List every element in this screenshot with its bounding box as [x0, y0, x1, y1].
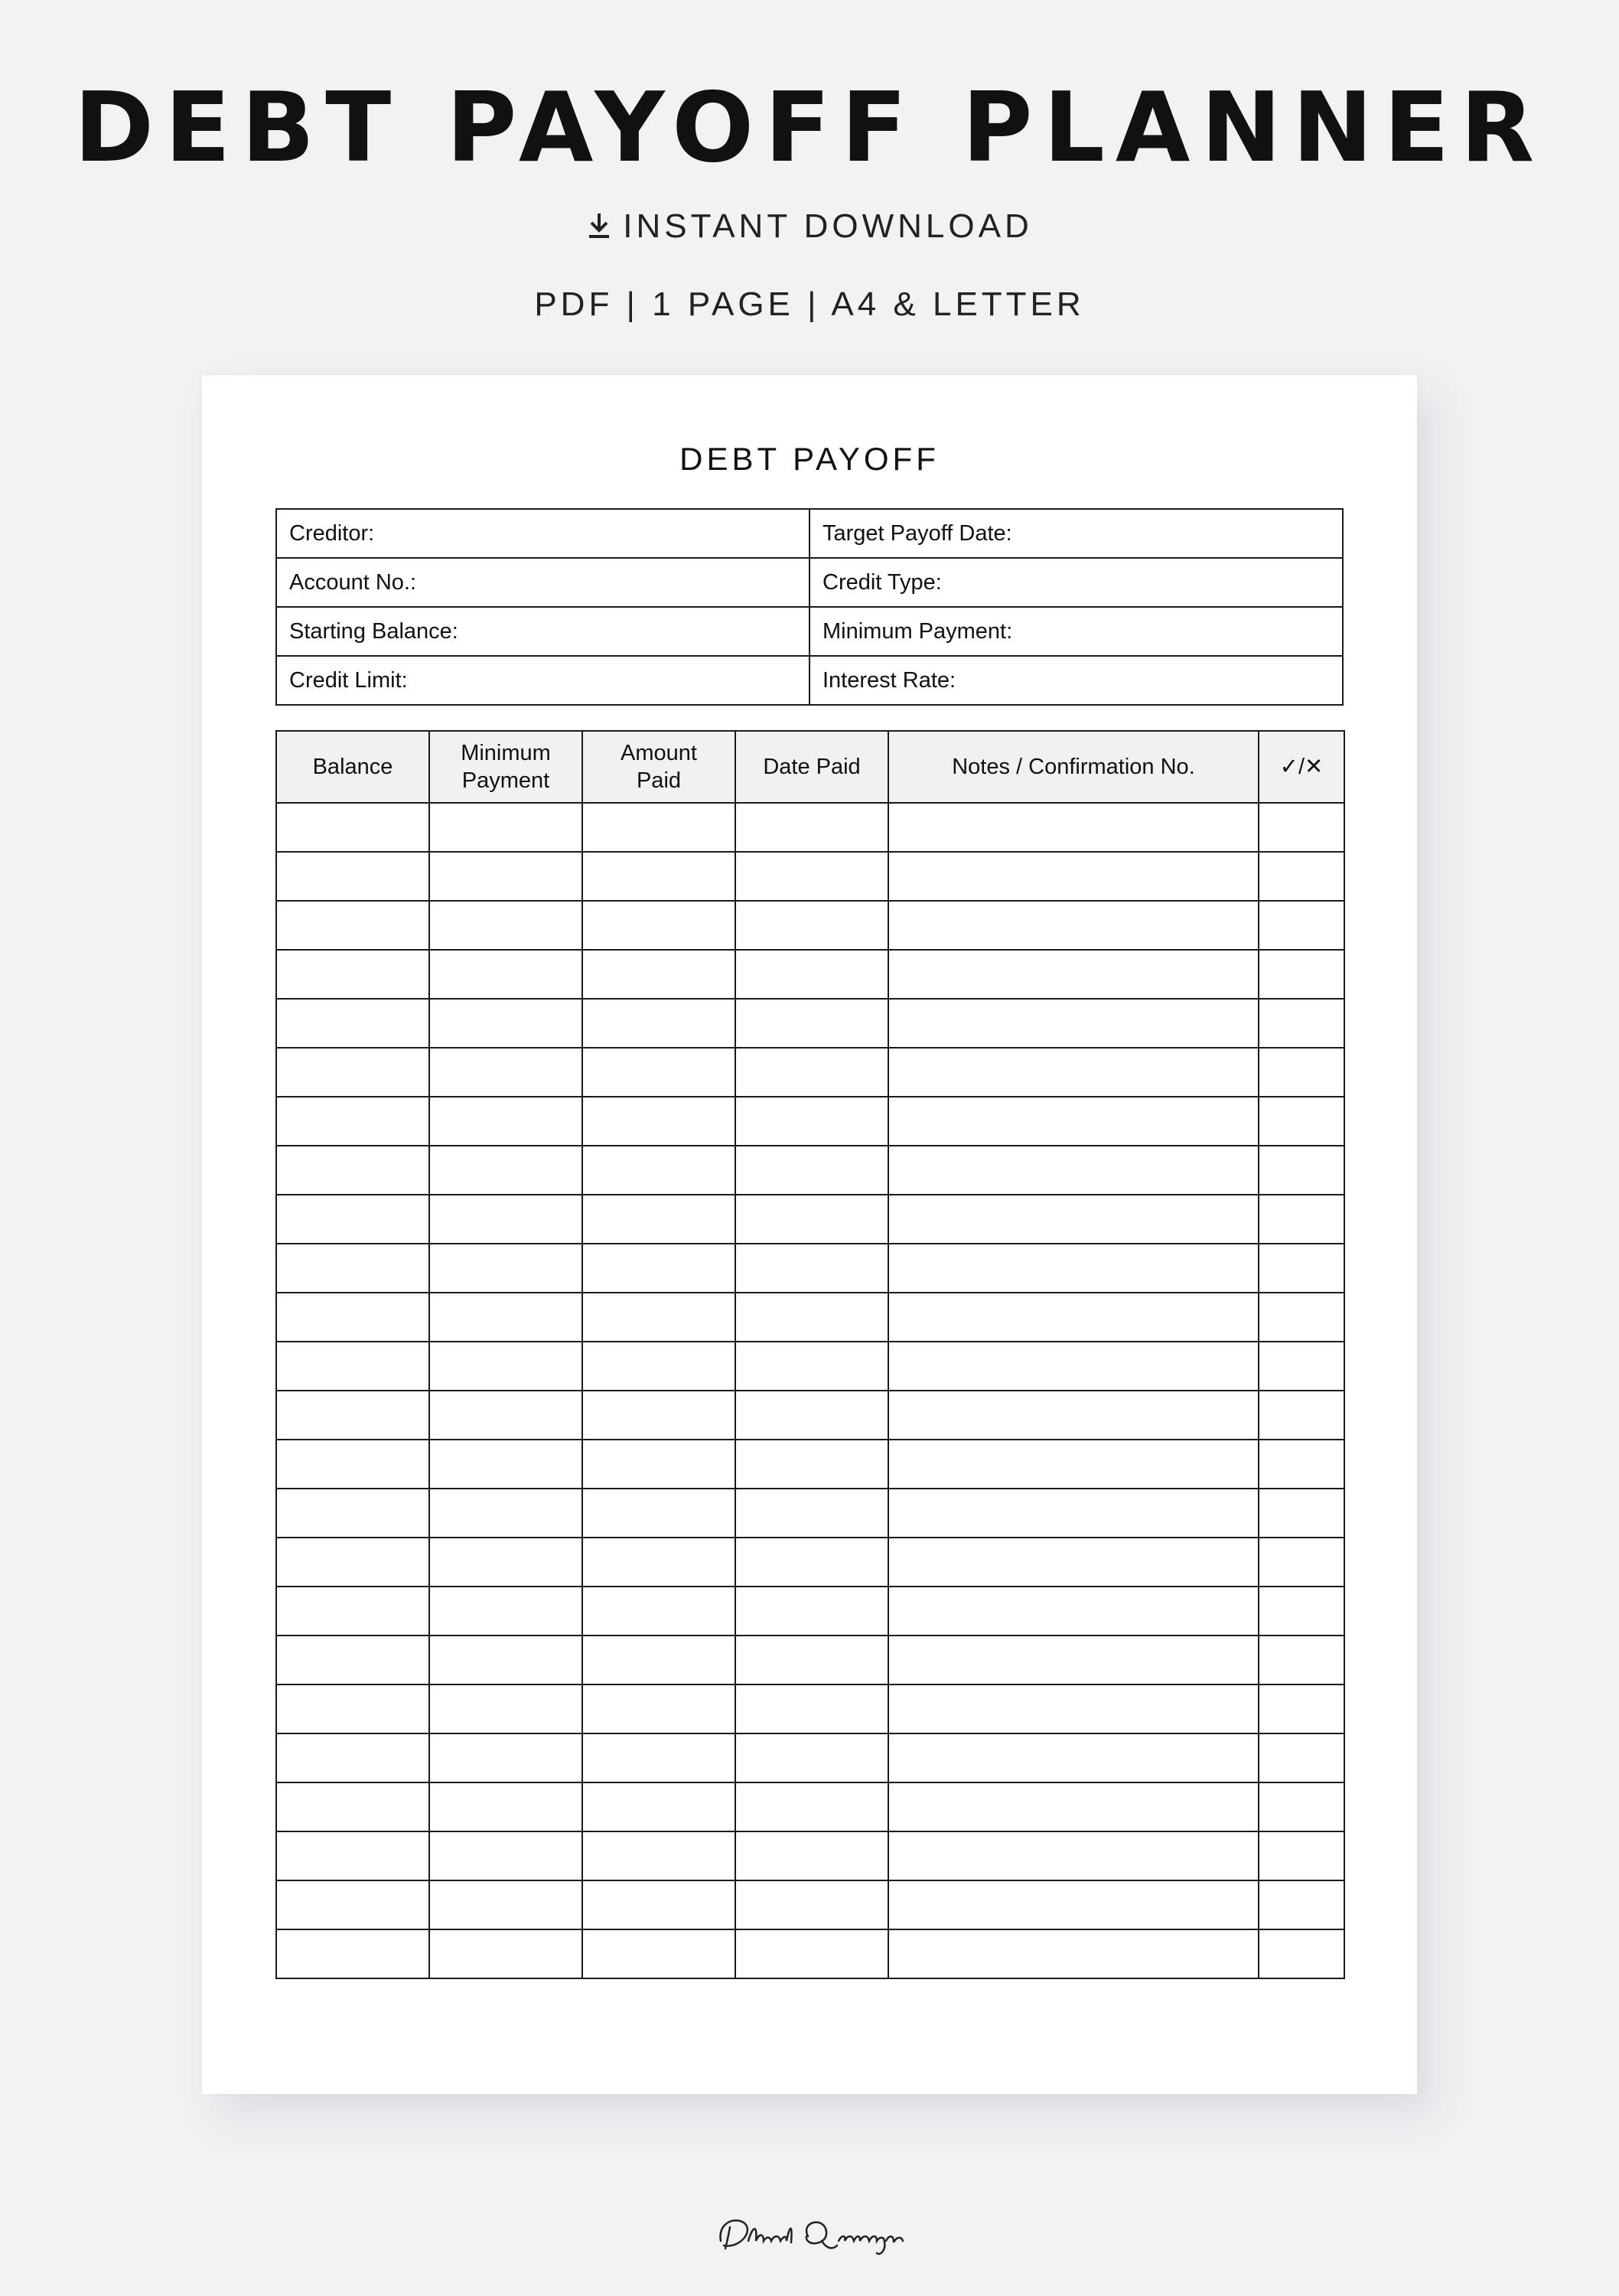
table-cell[interactable] — [276, 1587, 429, 1636]
table-cell[interactable] — [429, 1195, 582, 1244]
table-cell[interactable] — [1259, 1146, 1344, 1195]
table-cell[interactable] — [429, 901, 582, 950]
table-cell[interactable] — [276, 1733, 429, 1782]
table-cell[interactable] — [429, 1587, 582, 1636]
interest-rate-field[interactable]: Interest Rate: — [810, 656, 1343, 705]
table-cell[interactable] — [582, 852, 735, 901]
table-cell[interactable] — [582, 1733, 735, 1782]
table-row — [276, 1733, 1344, 1782]
table-cell[interactable] — [888, 1391, 1259, 1440]
table-cell[interactable] — [888, 999, 1259, 1048]
table-cell[interactable] — [888, 1636, 1259, 1684]
table-cell[interactable] — [276, 901, 429, 950]
table-cell[interactable] — [276, 1097, 429, 1146]
table-cell[interactable] — [888, 1244, 1259, 1293]
table-cell[interactable] — [888, 803, 1259, 852]
table-cell[interactable] — [429, 1440, 582, 1489]
table-row — [276, 1684, 1344, 1733]
table-cell[interactable] — [276, 1782, 429, 1831]
column-header-balance: Balance — [276, 731, 429, 803]
table-row — [276, 1440, 1344, 1489]
table-cell[interactable] — [888, 1440, 1259, 1489]
table-cell[interactable] — [735, 1782, 888, 1831]
instant-download-label: INSTANT DOWNLOAD — [623, 207, 1033, 245]
table-cell[interactable] — [582, 1880, 735, 1929]
table-cell[interactable] — [429, 1538, 582, 1587]
table-cell[interactable] — [276, 852, 429, 901]
table-cell[interactable] — [582, 999, 735, 1048]
target-payoff-date-field[interactable]: Target Payoff Date: — [810, 509, 1343, 558]
table-cell[interactable] — [1259, 950, 1344, 999]
account-no-field[interactable]: Account No.: — [276, 558, 810, 607]
table-cell[interactable] — [888, 1929, 1259, 1978]
table-cell[interactable] — [582, 1391, 735, 1440]
table-row — [276, 852, 1344, 901]
table-cell[interactable] — [429, 1293, 582, 1342]
table-cell[interactable] — [735, 901, 888, 950]
table-row — [276, 1244, 1344, 1293]
table-cell[interactable] — [1259, 803, 1344, 852]
table-cell[interactable] — [582, 1489, 735, 1538]
table-cell[interactable] — [429, 1146, 582, 1195]
table-cell[interactable] — [582, 1929, 735, 1978]
table-cell[interactable] — [582, 803, 735, 852]
planner-sheet — [202, 375, 1417, 2094]
column-header-amount-paid: Amount Paid — [582, 731, 735, 803]
starting-balance-field[interactable]: Starting Balance: — [276, 607, 810, 656]
table-cell[interactable] — [735, 1733, 888, 1782]
banner-title: DEBT PAYOFF PLANNER — [73, 71, 1546, 184]
credit-type-field[interactable]: Credit Type: — [810, 558, 1343, 607]
table-cell[interactable] — [735, 1587, 888, 1636]
table-cell[interactable] — [888, 901, 1259, 950]
table-cell[interactable] — [276, 1293, 429, 1342]
sheet-title: DEBT PAYOFF — [679, 441, 940, 477]
table-cell[interactable] — [735, 1489, 888, 1538]
log-body — [276, 803, 1344, 1978]
table-cell[interactable] — [735, 1440, 888, 1489]
table-cell[interactable] — [888, 1293, 1259, 1342]
table-cell[interactable] — [429, 1048, 582, 1097]
table-cell[interactable] — [1259, 1782, 1344, 1831]
table-cell[interactable] — [735, 999, 888, 1048]
table-row — [276, 1097, 1344, 1146]
table-cell[interactable] — [1259, 1489, 1344, 1538]
table-cell[interactable] — [888, 1587, 1259, 1636]
table-row — [276, 1489, 1344, 1538]
table-cell[interactable] — [582, 1587, 735, 1636]
signature-logo — [710, 2210, 909, 2259]
table-cell[interactable] — [1259, 1929, 1344, 1978]
table-cell[interactable] — [429, 1391, 582, 1440]
table-cell[interactable] — [582, 1342, 735, 1391]
table-cell[interactable] — [735, 950, 888, 999]
table-cell[interactable] — [429, 1929, 582, 1978]
table-cell[interactable] — [735, 1195, 888, 1244]
table-cell[interactable] — [582, 1440, 735, 1489]
table-cell[interactable] — [735, 1831, 888, 1880]
table-cell[interactable] — [735, 1146, 888, 1195]
table-cell[interactable] — [888, 1831, 1259, 1880]
table-cell[interactable] — [429, 1636, 582, 1684]
table-cell[interactable] — [1259, 1244, 1344, 1293]
table-row — [276, 1048, 1344, 1097]
table-cell[interactable] — [276, 1440, 429, 1489]
info-row — [276, 558, 1343, 607]
table-cell[interactable] — [582, 1684, 735, 1733]
table-cell[interactable] — [429, 999, 582, 1048]
table-cell[interactable] — [276, 1929, 429, 1978]
table-cell[interactable] — [429, 1342, 582, 1391]
table-cell[interactable] — [276, 1195, 429, 1244]
table-cell[interactable] — [735, 852, 888, 901]
table-cell[interactable] — [888, 1048, 1259, 1097]
table-cell[interactable] — [1259, 1391, 1344, 1440]
table-cell[interactable] — [429, 1831, 582, 1880]
table-cell[interactable] — [888, 1538, 1259, 1587]
info-row — [276, 656, 1343, 705]
table-cell[interactable] — [429, 1489, 582, 1538]
table-row — [276, 1587, 1344, 1636]
table-cell[interactable] — [735, 1538, 888, 1587]
table-row — [276, 1195, 1344, 1244]
table-cell[interactable] — [276, 1489, 429, 1538]
column-header-notes: Notes / Confirmation No. — [888, 731, 1259, 803]
table-row — [276, 1293, 1344, 1342]
table-cell[interactable] — [276, 1538, 429, 1587]
table-cell[interactable] — [276, 1146, 429, 1195]
table-cell[interactable] — [276, 1831, 429, 1880]
table-cell[interactable] — [276, 803, 429, 852]
table-cell[interactable] — [888, 1146, 1259, 1195]
table-cell[interactable] — [735, 1684, 888, 1733]
table-cell[interactable] — [1259, 999, 1344, 1048]
table-cell[interactable] — [1259, 1880, 1344, 1929]
table-row — [276, 1146, 1344, 1195]
info-table — [275, 508, 1344, 706]
table-cell[interactable] — [1259, 1097, 1344, 1146]
table-cell[interactable] — [429, 1244, 582, 1293]
table-row — [276, 803, 1344, 852]
table-cell[interactable] — [888, 1684, 1259, 1733]
table-cell[interactable] — [735, 1929, 888, 1978]
table-cell[interactable] — [735, 1293, 888, 1342]
table-cell[interactable] — [582, 1636, 735, 1684]
table-cell[interactable] — [276, 950, 429, 999]
banner-subtitle — [0, 204, 1619, 249]
table-row — [276, 1391, 1344, 1440]
table-cell[interactable] — [429, 803, 582, 852]
table-row — [276, 1636, 1344, 1684]
table-cell[interactable] — [888, 1782, 1259, 1831]
table-cell[interactable] — [582, 1831, 735, 1880]
table-cell[interactable] — [1259, 852, 1344, 901]
table-row — [276, 1342, 1344, 1391]
column-header-check-cross: ✓/✕ — [1259, 731, 1344, 803]
table-cell[interactable] — [429, 1684, 582, 1733]
table-cell[interactable] — [888, 1489, 1259, 1538]
table-cell[interactable] — [735, 1097, 888, 1146]
table-cell[interactable] — [276, 1342, 429, 1391]
table-cell[interactable] — [1259, 1342, 1344, 1391]
info-row — [276, 607, 1343, 656]
table-cell[interactable] — [735, 1880, 888, 1929]
table-cell[interactable] — [276, 1391, 429, 1440]
table-cell[interactable] — [735, 1342, 888, 1391]
table-cell[interactable] — [735, 803, 888, 852]
table-cell[interactable] — [582, 901, 735, 950]
table-cell[interactable] — [582, 1097, 735, 1146]
table-cell[interactable] — [429, 1782, 582, 1831]
table-cell[interactable] — [1259, 1733, 1344, 1782]
payment-log-table — [275, 730, 1345, 1979]
table-cell[interactable] — [735, 1636, 888, 1684]
table-cell[interactable] — [582, 1244, 735, 1293]
table-cell[interactable] — [735, 1391, 888, 1440]
download-icon — [586, 205, 612, 233]
table-cell[interactable] — [276, 1880, 429, 1929]
table-cell[interactable] — [1259, 1831, 1344, 1880]
table-cell[interactable] — [582, 1538, 735, 1587]
table-cell[interactable] — [1259, 1195, 1344, 1244]
column-header-minimum-payment: Minimum Payment — [429, 731, 582, 803]
table-cell[interactable] — [582, 1195, 735, 1244]
table-cell[interactable] — [1259, 901, 1344, 950]
table-row — [276, 1831, 1344, 1880]
log-header-row — [276, 731, 1344, 803]
table-cell[interactable] — [735, 1244, 888, 1293]
table-cell[interactable] — [582, 1293, 735, 1342]
table-cell[interactable] — [1259, 1587, 1344, 1636]
table-cell[interactable] — [1259, 1684, 1344, 1733]
table-row — [276, 901, 1344, 950]
column-header-date-paid: Date Paid — [735, 731, 888, 803]
table-cell[interactable] — [429, 852, 582, 901]
table-cell[interactable] — [888, 1733, 1259, 1782]
table-cell[interactable] — [1259, 1440, 1344, 1489]
table-cell[interactable] — [888, 1342, 1259, 1391]
table-cell[interactable] — [429, 1880, 582, 1929]
table-cell[interactable] — [276, 1048, 429, 1097]
table-cell[interactable] — [276, 999, 429, 1048]
table-cell[interactable] — [888, 1097, 1259, 1146]
table-cell[interactable] — [582, 1048, 735, 1097]
table-cell[interactable] — [429, 950, 582, 999]
minimum-payment-field[interactable]: Minimum Payment: — [810, 607, 1343, 656]
table-cell[interactable] — [429, 1097, 582, 1146]
table-cell[interactable] — [1259, 1048, 1344, 1097]
table-row — [276, 1880, 1344, 1929]
table-row — [276, 1929, 1344, 1978]
table-cell[interactable] — [582, 1146, 735, 1195]
table-row — [276, 1538, 1344, 1587]
table-cell[interactable] — [582, 1782, 735, 1831]
format-line: PDF | 1 PAGE | A4 & LETTER — [534, 285, 1085, 323]
creditor-field[interactable]: Creditor: — [276, 509, 810, 558]
table-cell[interactable] — [888, 1195, 1259, 1244]
table-cell[interactable] — [276, 1684, 429, 1733]
table-row — [276, 950, 1344, 999]
table-row — [276, 1782, 1344, 1831]
table-cell[interactable] — [735, 1048, 888, 1097]
table-cell[interactable] — [582, 950, 735, 999]
table-cell[interactable] — [429, 1733, 582, 1782]
info-row — [276, 509, 1343, 558]
table-cell[interactable] — [888, 1880, 1259, 1929]
credit-limit-field[interactable]: Credit Limit: — [276, 656, 810, 705]
table-row — [276, 999, 1344, 1048]
table-cell[interactable] — [888, 950, 1259, 999]
table-cell[interactable] — [1259, 1538, 1344, 1587]
table-cell[interactable] — [888, 852, 1259, 901]
table-cell[interactable] — [276, 1636, 429, 1684]
table-cell[interactable] — [1259, 1636, 1344, 1684]
table-cell[interactable] — [276, 1244, 429, 1293]
table-cell[interactable] — [1259, 1293, 1344, 1342]
